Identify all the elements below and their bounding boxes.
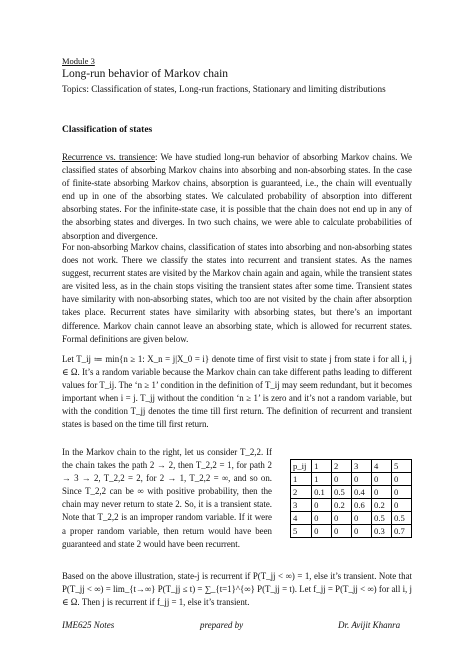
table-header-cell: p_ij	[291, 460, 312, 473]
table-header-cell: 2	[332, 460, 352, 473]
table-cell: 0.1	[312, 486, 332, 499]
paragraph-recurrence-definition: Based on the above illustration, state-j is recurrent if P(T_jj < ∞) = 1, else it’s transient. Note that P(T_jj < ∞) = lim_{t→∞} P(T_jj ≤ t) = ∑_{t=1}^{∞} P(T_jj = t). Let f_jj = P(T_jj < ∞) for all i, j ∈ Ω. Then j is recurrent if f_jj = 1, else it’s transient.	[62, 571, 412, 608]
table-cell: 1	[312, 473, 332, 486]
table-cell: 0.4	[352, 486, 372, 499]
table-cell: 0	[332, 473, 352, 486]
table-cell: 0	[312, 525, 332, 538]
topics-line: Topics: Classification of states, Long-run fractions, Stationary and limiting distributions	[62, 84, 386, 94]
table-cell: 0	[312, 499, 332, 512]
table-row	[291, 525, 412, 538]
module-label: Module 3	[62, 56, 95, 66]
footer-course: IME625 Notes	[62, 620, 115, 630]
table-cell: 0	[352, 525, 372, 538]
table-cell: 0	[392, 486, 412, 499]
table-cell: 4	[291, 512, 312, 525]
table-cell: 0	[352, 512, 372, 525]
table-cell: 0	[332, 512, 352, 525]
table-row	[291, 512, 412, 525]
section-heading: Classification of states	[62, 125, 153, 135]
table-cell: 0.2	[372, 499, 392, 512]
table-cell: 0.7	[392, 525, 412, 538]
table-header-cell: 5	[392, 460, 412, 473]
table-cell: 0	[332, 525, 352, 538]
table-row	[291, 499, 412, 512]
table-cell: 0.5	[332, 486, 352, 499]
table-cell: 0	[352, 473, 372, 486]
paragraph-body: : We have studied long-run behavior of absorbing Markov chains. We classified states of absorbing Markov chains into absorbing and non-absorbing states. In the case of finite-state absorbing Markov chains, absorption is guaranteed, i.e., the chain will eventually end up in one of the absorbing states. We calculated probability of absorption into different absorbing states. For the infinite-state case, it is possible that the chain does not end up in any of the absorbing states and diverges. In two such chains, we were able to calculate probabilities of absorption and divergence.	[62, 152, 412, 241]
paragraph-lead: Recurrence vs. transience	[62, 152, 155, 162]
table-cell: 0.2	[332, 499, 352, 512]
table-cell: 0	[372, 486, 392, 499]
table-header-cell: 4	[372, 460, 392, 473]
paragraph-example: In the Markov chain to the right, let us consider T_2,2. If the chain takes the path 2 → 2, then T_2,2 = 1, for path 2 → 3 → 2, T_2,2 = 2, for 2 → 1, T_2,2 = ∞, and so on. Since T_2,2 can be ∞ with positive probability, then the chain may never return to state 2. So, it is a transient state. Note that T_2,2 is an improper random variable. If it were a proper random variable, then return would have been guaranteed and state 2 would have been recurrent.	[62, 447, 272, 549]
table-cell: 1	[291, 473, 312, 486]
table-cell: 0	[372, 473, 392, 486]
page-title: Long-run behavior of Markov chain	[62, 68, 229, 80]
table-cell: 0.6	[352, 499, 372, 512]
table-header-cell: 3	[352, 460, 372, 473]
table-header-cell: 1	[312, 460, 332, 473]
paragraph-non-absorbing: For non-absorbing Markov chains, classification of states into absorbing and non-absorbing states does not work. There we classify the states into recurrent and transient states. As the names suggest, recurrent states are visited by the Markov chain again and again, while the transient states are visited less, as in the chain stops visiting the transient states after some time. Transient states have similarity with non-absorbing states, which too are not visited by the chain after absorption takes place. Recurrent states have similarity with absorbing states, but there’s an important difference. Markov chain cannot leave an absorbing state, which is allowed for recurrent states. Formal definitions are given below.	[62, 242, 412, 344]
table-cell: 0	[392, 499, 412, 512]
table-cell: 0	[312, 512, 332, 525]
table-cell: 0.5	[372, 512, 392, 525]
table-cell: 5	[291, 525, 312, 538]
table-cell: 0.3	[372, 525, 392, 538]
transition-matrix-table	[290, 459, 412, 538]
table-row	[291, 473, 412, 486]
paragraph-recurrence-intro	[62, 151, 412, 243]
footer-author: Dr. Avijit Khanra	[338, 620, 401, 630]
table-cell: 2	[291, 486, 312, 499]
footer-prepared-by: prepared by	[200, 620, 244, 630]
table-header-row	[291, 460, 412, 473]
table-cell: 3	[291, 499, 312, 512]
table-row	[291, 486, 412, 499]
paragraph-first-visit-time: Let T_ij ≔ min{n ≥ 1: X_n = j|X_0 = i} denote time of first visit to state j from state i for all i, j ∈ Ω. It’s a random variable because the Markov chain can take different paths leading to different values for T_ij. The ‘n ≥ 1’ condition in the definition of T_ij may seem redundant, but it becomes important when i = j. T_jj without the condition ‘n ≥ 1’ is zero and it’s not a random variable, but with the condition T_jj denotes the time till first return. The definition of recurrent and transient states is based on the time till first return.	[62, 354, 412, 430]
table-cell: 0	[392, 473, 412, 486]
table-cell: 0.5	[392, 512, 412, 525]
